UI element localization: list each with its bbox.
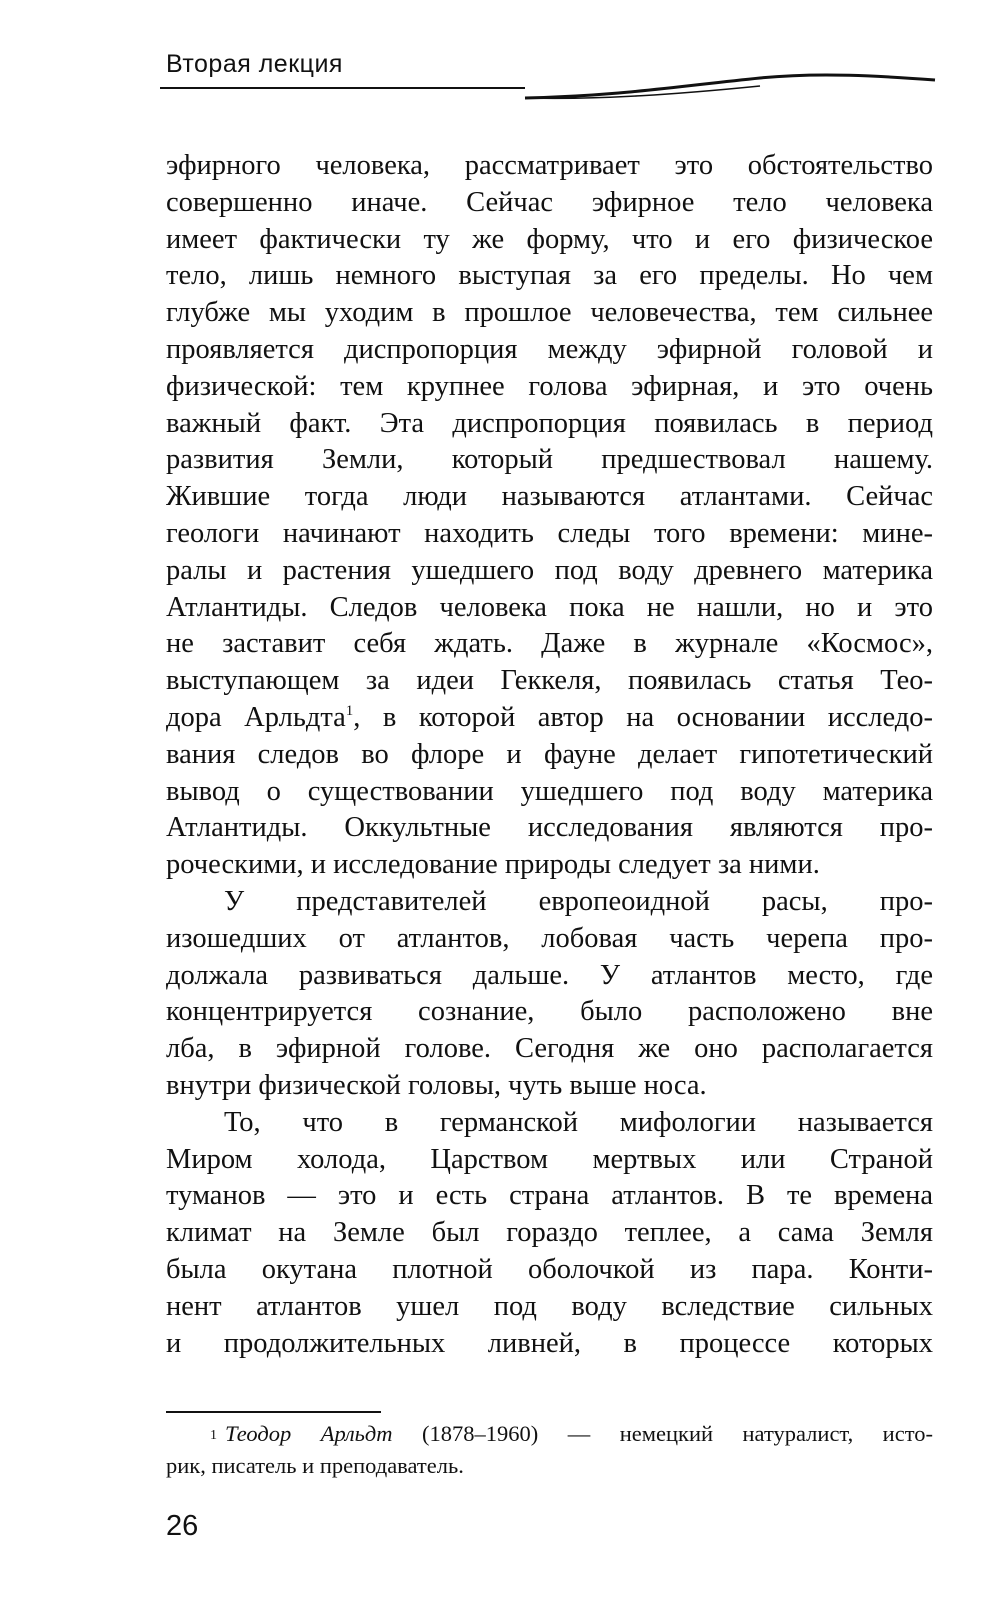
text-line: Жившие тогда люди называются атлантами. Сейчас (166, 481, 933, 513)
text-line: вывод о существовании ушедшего под воду материка (166, 775, 933, 807)
running-title: Вторая лекция (166, 50, 343, 78)
text-fragment: , в которой автор на основании исследо- (353, 701, 933, 733)
paragraph-first-line: То, что в германской мифологии называется (224, 1106, 933, 1138)
text-line: не заставит себя ждать. Даже в журнале «Космос», (166, 628, 933, 660)
footnote-reference[interactable]: 1 (345, 702, 354, 719)
text-line: климат на Земле был гораздо теплее, а сама Земля (166, 1217, 933, 1249)
footnote-number: 1 (210, 1428, 217, 1443)
text-line: тело, лишь немного выступая за его пределы. Но чем (166, 260, 933, 292)
text-line: совершенно иначе. Сейчас эфирное тело человека (166, 186, 933, 218)
footnote-line: рик, писатель и преподаватель. (166, 1453, 464, 1478)
text-line: физической: тем крупнее голова эфирная, и это очень (166, 370, 933, 402)
text-line: и продолжительных ливней, в процессе которых (166, 1327, 933, 1359)
text-line: вания следов во флоре и фауне делает гипотетический (166, 738, 933, 770)
footnote-divider (166, 1411, 381, 1413)
text-line: Миром холода, Царством мертвых или Страной (166, 1143, 933, 1175)
text-line: туманов — это и есть страна атлантов. В те времена (166, 1180, 933, 1212)
main-text (166, 148, 933, 1362)
text-line: геологи начинают находить следы того времени: мине- (166, 517, 933, 549)
text-fragment: дора Арльдта (166, 701, 346, 733)
text-line: изошедших от атлантов, лобовая часть черепа про- (166, 922, 933, 954)
text-line: выступающем за идеи Геккеля, появилась статья Тео- (166, 665, 933, 697)
text-line: глубже мы уходим в прошлое человечества, тем сильнее (166, 297, 933, 329)
footnote-line (166, 1418, 933, 1450)
text-line: роческими, и исследование природы следует за ними. (166, 849, 820, 881)
text-line: ралы и растения ушедшего под воду древнего материка (166, 554, 933, 586)
text-line: внутри физической головы, чуть выше носа. (166, 1069, 707, 1101)
text-line-with-footnote-ref (166, 700, 933, 737)
text-line: Атлантиды. Следов человека пока не нашли, но и это (166, 591, 933, 623)
page-number: 26 (166, 1510, 199, 1542)
text-line: должала развиваться дальше. У атлантов место, где (166, 959, 933, 991)
footnote-text: (1878–1960) — немецкий натуралист, исто- (392, 1421, 933, 1446)
text-line: Атлантиды. Оккультные исследования являются про- (166, 812, 933, 844)
text-line: проявляется диспропорция между эфирной головой и (166, 333, 933, 365)
text-line: была окутана плотной оболочкой из пара. Конти- (166, 1253, 933, 1285)
header-swash-rule (160, 70, 940, 110)
text-line: нент атлантов ушел под воду вследствие сильных (166, 1290, 933, 1322)
text-line: развития Земли, который предшествовал нашему. (166, 444, 933, 476)
paragraph-first-line: У представителей европеоидной расы, про- (224, 885, 933, 917)
text-line: важный факт. Эта диспропорция появилась в период (166, 407, 933, 439)
footnote-person-name: Теодор Арльдт (225, 1421, 393, 1446)
text-line: концентрируется сознание, было расположено вне (166, 996, 933, 1028)
text-line: эфирного человека, рассматривает это обстоятельство (166, 150, 933, 181)
footnote (166, 1418, 933, 1482)
text-line: имеет фактически ту же форму, что и его физическое (166, 223, 933, 255)
text-line: лба, в эфирной голове. Сегодня же оно располагается (166, 1033, 933, 1065)
